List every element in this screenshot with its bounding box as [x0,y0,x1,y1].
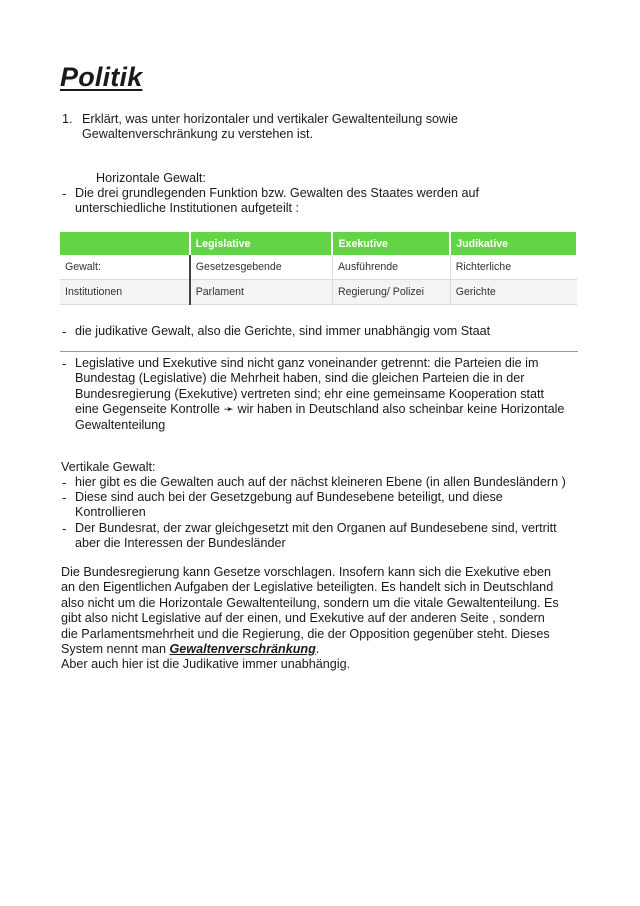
table-header-cell: Judikative [450,232,577,255]
table-cell: Gesetzesgebende [190,255,333,280]
text-line: Aber auch hier ist die Judikative immer unabhängig. [61,657,351,672]
table-cell: Institutionen [60,280,190,305]
question-line: Erklärt, was unter horizontaler und vertikaler Gewaltenteilung sowie [82,112,458,126]
table-cell: Regierung/ Polizei [332,280,450,305]
table-header-row [60,232,577,255]
text-line: unterschiedliche Institutionen aufgeteilt : [75,201,300,216]
question-line: Gewaltenverschränkung zu verstehen ist. [82,127,314,142]
table-cell: Parlament [190,280,333,305]
question-text [82,112,522,143]
table-header-cell [60,232,190,255]
text-line: hier gibt es die Gewalten auch auf der nächst kleineren Ebene (in allen Bundesländern ) [75,475,566,489]
table-header-cell: Legislative [190,232,333,255]
table-cell: Richterliche [450,255,577,280]
text-line: Die drei grundlegenden Funktion bzw. Gewalten des Staates werden auf [75,186,479,200]
key-term: Gewaltenverschränkung [169,642,316,657]
text-line: an den Eigentlichen Aufgaben der Legislative beteiligten. Es handelt sich in Deutschland [61,580,554,595]
text-line: aber die Interessen der Bundesländer [75,536,286,551]
vertical-point [75,475,585,490]
text-line [61,642,581,657]
text-line: Der Bundesrat, der zwar gleichgesetzt mit den Organen auf Bundesebene sind, vertritt [75,521,557,535]
text-line: Gewaltenteilung [75,417,166,432]
text-fragment: System nennt man [61,642,170,657]
table-row [60,280,577,305]
page-title: Politik [60,62,143,92]
table-row [60,255,577,280]
gewaltenteilung-table [60,232,578,305]
question-number: 1. [62,112,73,126]
vertical-heading: Vertikale Gewalt: [61,460,156,474]
horizontal-heading: Horizontale Gewalt: [96,171,206,185]
bullet-dash: - [62,521,67,536]
text-line: die Parlamentsmehrheit und die Regierung, die der Opposition gegenüber steht. Dieses [61,626,550,641]
table-header-cell: Exekutive [332,232,450,255]
bullet-dash: - [62,490,67,505]
table-cell: Ausführende [332,255,450,280]
bullet-dash: - [62,186,67,201]
table-cell: Gerichte [450,280,577,305]
point-judikative: die judikative Gewalt, also die Gerichte, sind immer unabhängig vom Staat [75,324,491,338]
text-line: gibt also nicht Legislative auf der einen, und Exekutive auf der anderen Seite , sondern [61,611,545,626]
summary-paragraph [61,565,581,673]
text-line: Die Bundesregierung kann Gesetze vorschlagen. Insofern kann sich die Exekutive eben [61,565,552,579]
text-line: Legislative und Exekutive sind nicht ganz voneinander getrennt: die Parteien die im [75,356,539,370]
text-line: eine Gegenseite Kontrolle ➛ wir haben in Deutschland also scheinbar keine Horizontale [75,402,565,417]
text-fragment: . [315,642,320,657]
text-line: also nicht um die Horizontale Gewaltenteilung, sondern um die vitale Gewaltenteilung. Es [61,595,559,610]
point-legislative-exekutive [75,356,585,433]
text-line: Kontrollieren [75,505,146,520]
vertical-point [75,521,585,552]
text-line: Bundesregierung (Exekutive) vertreten sind; ehr eine gemeinsame Kooperation statt [75,386,545,401]
text-line: Diese sind auch bei der Gesetzgebung auf Bundesebene beteiligt, und diese [75,490,503,504]
bullet-dash: - [62,356,67,371]
divider-line [60,351,578,352]
text-line: Bundestag (Legislative) die Mehrheit haben, sind die gleichen Parteien die in der [75,371,525,386]
bullet-dash: - [62,324,67,339]
vertical-point [75,490,585,521]
bullet-dash: - [62,475,67,490]
table-cell: Gewalt: [60,255,190,280]
horizontal-intro [75,186,575,217]
